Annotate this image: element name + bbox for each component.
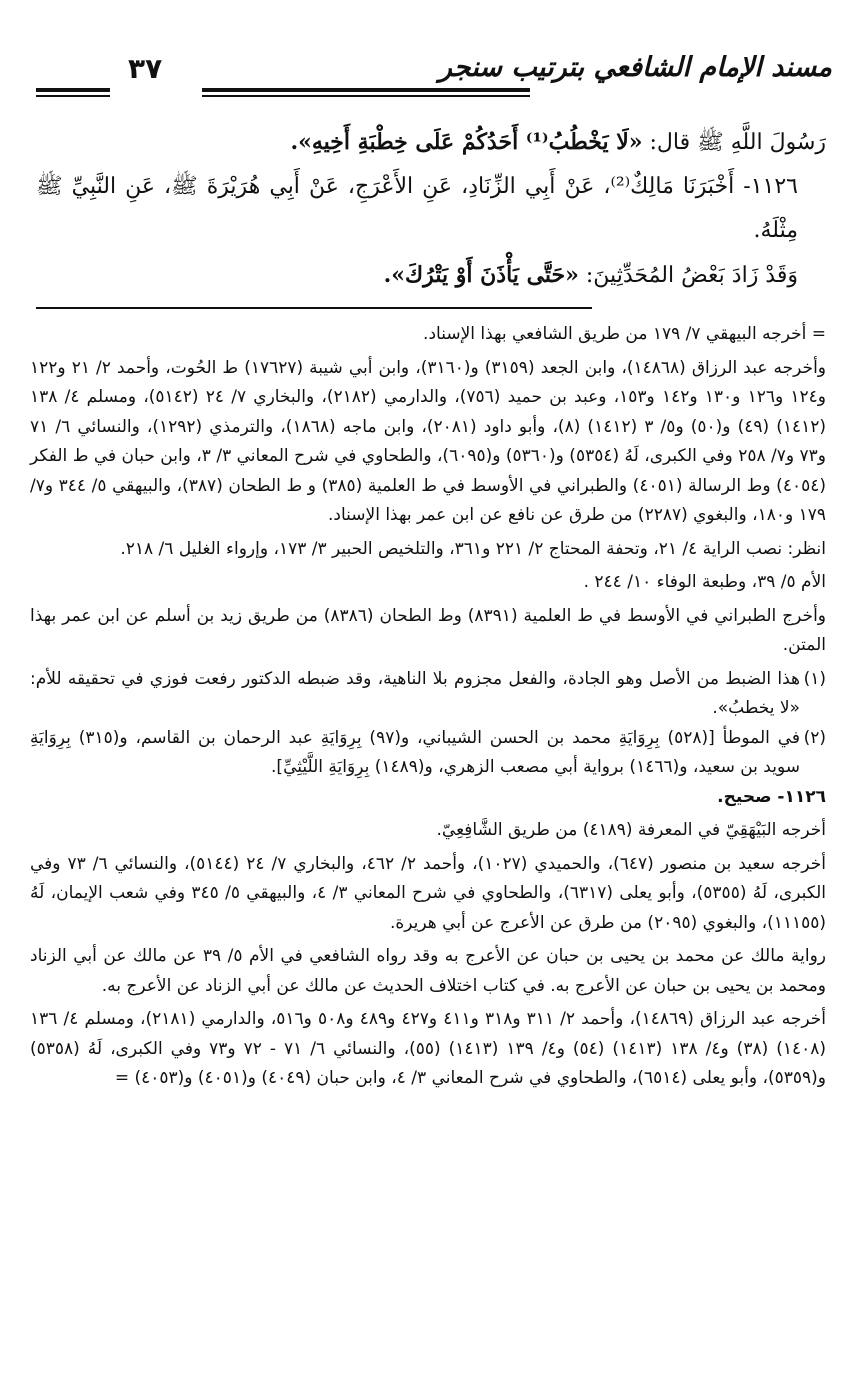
main-paragraph-intro: رَسُولَ اللَّهِ ﷺ قال: xyxy=(642,130,826,155)
main-text xyxy=(36,120,826,298)
header-rule-left-thick xyxy=(36,88,110,92)
note-paragraph: أخرجه البَيْهَقِيّ في المعرفة (٤١٨٩) من طريق الشَّافِعِيّ. xyxy=(436,820,826,840)
note-paragraph: الأم ٥/ ٣٩، وطبعة الوفاء ١٠/ ٢٤٤ . xyxy=(583,572,826,592)
footnotes xyxy=(30,320,826,1098)
footnote-2 xyxy=(30,724,826,783)
page-number: ٣٧ xyxy=(128,52,163,85)
note-paragraph: انظر: نصب الراية ٤/ ٢١، وتحفة المحتاج ٢/ ٢٢١ و٣٦١، والتلخيص الحبير ٣/ ١٧٣، وإرواء الغليل ٦/ ٢١٨. xyxy=(120,538,826,559)
note-paragraph: رواية مالك عن محمد بن يحيى بن حبان عن الأعرج به وقد رواه الشافعي في الأم ٥/ ٣٩ عن مالك عن أبي الزناد ومحمد بن يحيى بن حبان عن الأعرج به. في كتاب اختلاف الحديث عن مالك عن أبي الزناد عن الأعرج به. xyxy=(30,946,826,996)
main-paragraph xyxy=(36,120,826,165)
footnote-number: (١) xyxy=(803,668,826,689)
note-paragraph: وأخرج الطبراني في الأوسط في ط العلمية (٨٣٩١) وط الطحان (٨٣٨٦) من طريق زيد بن أسلم عن ابن عمر بهذا المتن. xyxy=(30,605,826,655)
hadith-grade: ١١٢٦- صحيح. xyxy=(717,786,826,807)
main-paragraph-intro: وَقَدْ زَادَ بَعْضُ المُحَدِّثِينَ: xyxy=(578,263,798,288)
note-paragraph: وأخرجه عبد الرزاق (١٤٨٦٨)، وابن الجعد (٣١٥٩) و(٣١٦٠)، وابن أبي شيبة (١٧٦٢٧) ط الحُوت، وأحمد ٢/ ٢١ و١٢٢ و١٢٤ و١٢٦ و١٣٠ و١٤٢ و١٥٣، وعبد بن حميد (٧٥٦)، والدارمي (٢١٨٢)، والبخاري ٧/ ٢٤ (٥١٤٢)، ومسلم ٤/ ١٣٨ (١٤١٢) (٤٩) و(٥٠) و٥/ ٣ (١٤١٢) (٨)، وأبو داود (٢٠٨١)، وابن ماجه (١٨٦٨)، والترمذي (١٢٩٢)، والنسائي ٦/ ٧١ و٧٣ و٧/ ٢٥٨ وفي الكبرى، لَهُ (٥٣٥٤) و(٥٣٦٠) و(٦٠٩٥)، والطحاوي في شرح المعاني ٣/ ٣، وابن حبان في ط الفكر (٤٠٥٤) وط الرسالة (٤٠٥١) والطبراني في الأوسط في ط العلمية (٣٨٥) و ط الطحان (٣٨٧)، والبيهقي ٥/ ٣٤٤ و٧/ ١٧٩ و١٨٠، والبغوي (٢٢٨٧) من طرق عن نافع عن ابن عمر بهذا الإسناد. xyxy=(30,357,827,525)
page-header xyxy=(32,50,832,106)
hadith-quote: «لَا يَخْطُبُ⁽¹⁾ أَحَدُكُمْ عَلَى خِطْبَةِ أَخِيهِ». xyxy=(290,129,643,155)
hadith-1126: ١١٢٦- أَخْبَرَنَا مَالِكٌ⁽²⁾، عَنْ أَبِي الزِّنَادِ، عَنِ الأَعْرَجِ، عَنْ أَبِي هُرَيْرَةَ ﷺ، عَنِ النَّبِيِّ ﷺ مِثْلَهُ. xyxy=(36,174,798,243)
footnote-number: (٢) xyxy=(803,727,826,748)
footnote-1 xyxy=(30,665,826,724)
header-rule-right-thick xyxy=(202,88,530,92)
footnote-text: في الموطأ [(٥٢٨) بِرِوَايَةِ محمد بن الحسن الشيباني، و(٩٧) بِرِوَايَةِ عبد الرحمان بن القاسم، و(٣١٥) بِرِوَايَةِ سويد بن سعيد، و(١٤٦٦) برواية أبي مصعب الزهري، و(١٤٨٩) بِرِوَايَةِ اللَّيْثِيِّ]. xyxy=(30,727,801,777)
header-rule-left-thin xyxy=(36,95,110,97)
running-title: مسند الإمام الشافعي بترتيب سنجر xyxy=(438,52,832,83)
header-rule-right-thin xyxy=(202,95,530,97)
note-paragraph: أخرجه عبد الرزاق (١٤٨٦٩)، وأحمد ٢/ ٣١١ و٣١٨ و٤١١ و٤٢٧ و٤٨٩ و٥٠٨ و٥١٦، والدارمي (٢١٨١)، ومسلم ٤/ ١٣٦ (١٤٠٨) (٣٨) و٤/ ١٣٨ (١٤١٣) (٥٤) و٤/ ١٣٩ (١٤١٣) (٥٥)، والنسائي ٦/ ٧١ - ٧٢ و٧٣ وفي الكبرى، لَهُ (٥٣٥٨) و(٥٣٥٩)، وأبو يعلى (٦٥١٤)، والطحاوي في شرح المعاني ٣/ ٤، وابن حبان (٤٠٤٩) و(٤٠٥١) و(٤٠٥٣) = xyxy=(30,1009,827,1088)
footnote-separator xyxy=(36,307,592,309)
note-paragraph: = أخرجه البيهقي ٧/ ١٧٩ من طريق الشافعي بهذا الإسناد. xyxy=(423,324,826,344)
main-paragraph xyxy=(36,253,826,298)
footnote-text: هذا الضبط من الأصل وهو الجادة، والفعل مجزوم بلا الناهية، وقد ضبطه الدكتور رفعت فوزي في تحقيقه للأم: «لا يخطبُ». xyxy=(30,668,800,718)
note-paragraph: أخرجه سعيد بن منصور (٦٤٧)، والحميدي (١٠٢٧)، وأحمد ٢/ ٤٦٢، والبخاري ٧/ ٢٤ (٥١٤٤)، والنسائي ٦/ ٧٣ وفي الكبرى، لَهُ (٥٣٥٥)، وأبو يعلى (٦٣١٧)، والطحاوي في شرح المعاني ٣/ ٤، والبيهقي ٥/ ٣٤٥ وفي شعب الإيمان، لَهُ (١١١٥٥)، والبغوي (٢٠٩٥) من طرق عن الأعرج عن أبي هريرة. xyxy=(30,853,827,933)
hadith-quote: «حَتَّى يَأْذَنَ أَوْ يَتْرُكَ». xyxy=(383,262,579,288)
